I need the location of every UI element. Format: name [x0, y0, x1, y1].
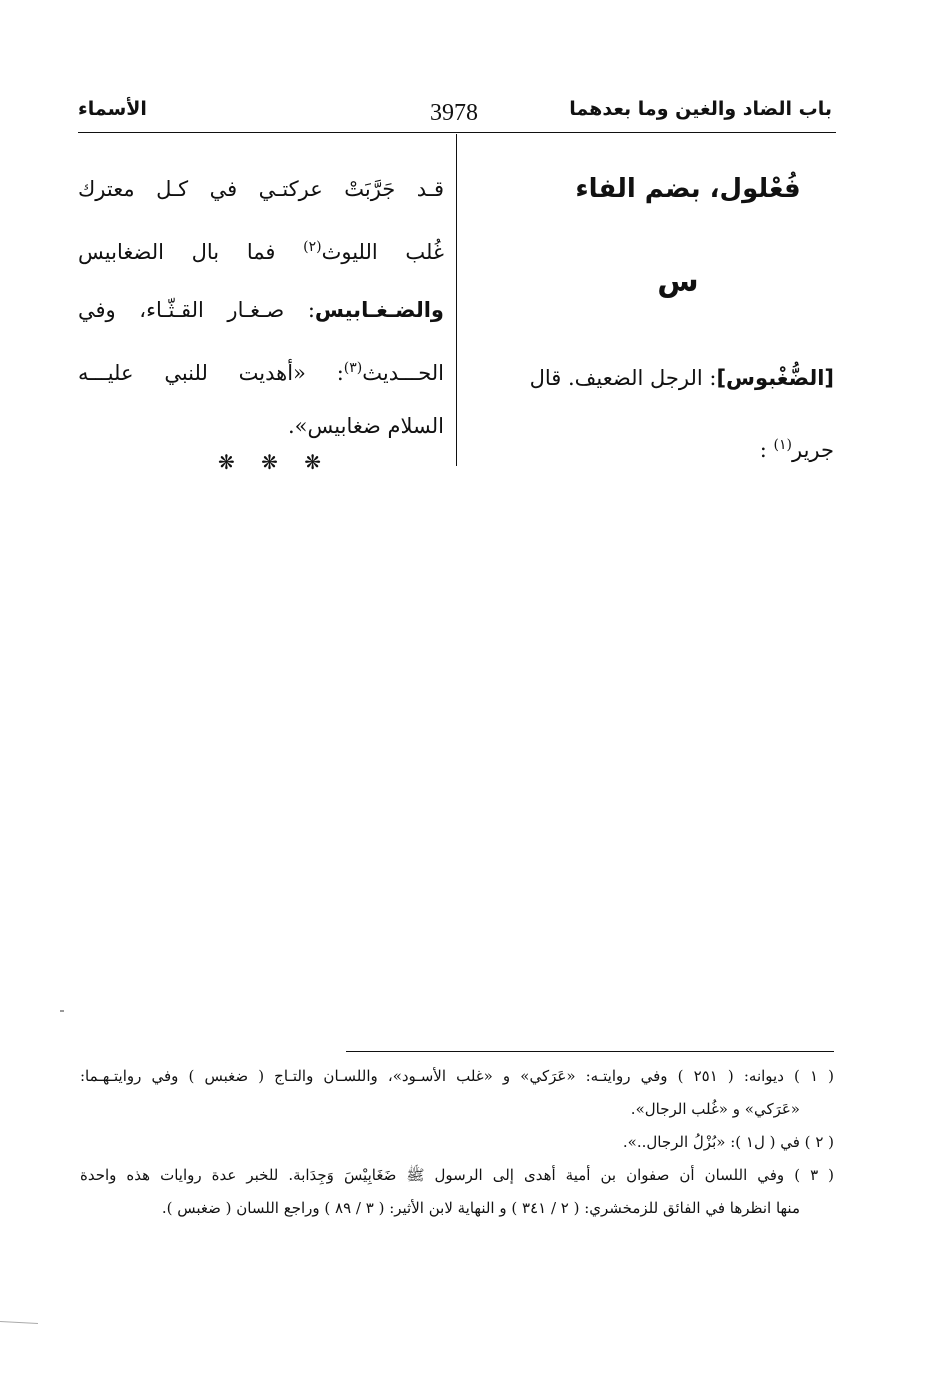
- scan-speck: [60, 1010, 64, 1012]
- footnote-1-line-1: ( ١ ) ديوانه: ( ٢٥١ ) وفي روايتـه: «عَرَكي» و «غلب الأسـود»، واللسـان والتـاج ( ضغبس ) وفي روايتـهـما:: [80, 1067, 834, 1085]
- chapter-title: باب الضاد والغين وما بعدهما: [569, 98, 832, 120]
- attribution-colon: :: [759, 438, 767, 462]
- verse-line-2-b: فما بال الضغابيس: [78, 240, 276, 264]
- footnotes: [80, 1060, 834, 1225]
- verse-line-2-a: غُلب الليوث: [321, 240, 444, 264]
- left-column: [78, 160, 444, 450]
- footnote-rule: [346, 1051, 834, 1052]
- root-letters: س: [657, 264, 699, 299]
- section-end-stars: ❋ ❋ ❋: [218, 450, 331, 474]
- footnote-ref-3: (٣): [343, 360, 363, 376]
- prose-line-3: السلام ضغابيس».: [287, 414, 444, 438]
- header-rule: [78, 132, 836, 133]
- attribution-line: [462, 425, 834, 471]
- column-divider: [456, 134, 457, 466]
- page-number: 3978: [430, 100, 478, 126]
- dictionary-entry: [462, 358, 834, 471]
- definition: : الرجل الضعيف. قال: [529, 366, 717, 390]
- footnote-3-line-1: ( ٣ ) وفي اللسان أن صفوان بن أمية أهدى إلى الرسول ﷺ ضَغَابِيْسَ وَجِدَابة. للخبر عدة روايات هذه واحدة: [80, 1166, 834, 1184]
- prose-line-1-text: : صـغـار القـثّـاء، وفي: [78, 298, 315, 322]
- pattern-heading: فُعْلول، بضم الفاء: [575, 174, 801, 204]
- prose-line-2-a: الحـــديث: [362, 361, 444, 385]
- footnote-2: ( ٢ ) في ( ل١ ): «بُزْلُ الرجال..».: [622, 1133, 834, 1151]
- prose-headword: والضـغـابيس: [314, 298, 444, 322]
- right-column: [462, 134, 834, 494]
- attribution: جرير: [792, 438, 834, 462]
- footnote-ref-2: (٢): [303, 239, 322, 255]
- verse-line-1: قـد جَرَّبَتْ عركتـي في كـل معترك: [78, 177, 444, 201]
- footnote-1-line-2: «عَرَكي» و «غُلب الرجال».: [630, 1100, 800, 1118]
- scan-stroke: [0, 1321, 38, 1324]
- footnote-3-line-2: منها انظرها في الفائق للزمخشري: ( ٢ / ٣٤١ ) و النهاية لابن الأثير: ( ٣ / ٨٩ ) وراجع اللسان ( ضغبس ).: [161, 1199, 800, 1217]
- headword: [الضُّغْبوس]: [716, 366, 834, 390]
- footnote-ref-1: (١): [773, 437, 792, 453]
- verse-line-2: [78, 218, 444, 281]
- prose-line-1: [78, 281, 444, 339]
- prose-line-2: [78, 339, 444, 402]
- prose-line-2-b: : «أهديت للنبي عليـــه: [78, 361, 344, 385]
- section-name: الأسماء: [78, 98, 147, 120]
